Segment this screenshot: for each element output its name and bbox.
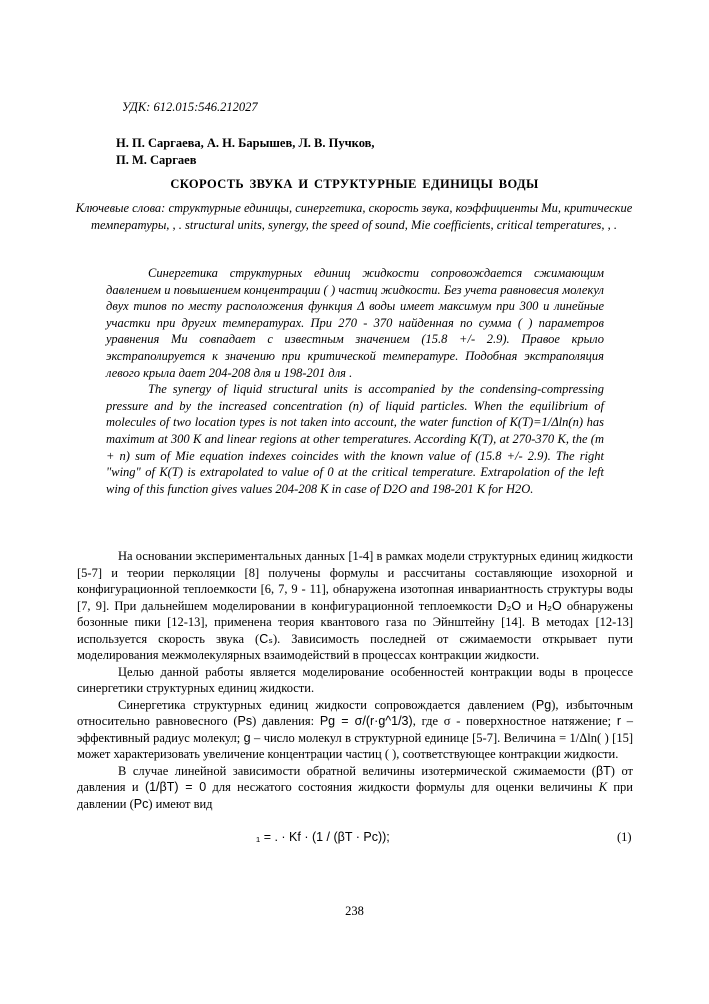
p3-text-f: – число молекул в структурной единице [5-7]. Величина = 1/Δln( ) [15] может характеризовать увеличение концентрации частиц ( ), соответствующее контракции жидкости. [77,730,633,761]
p4-text-e: ) имеют вид [148,796,213,811]
g-symbol: g [243,730,251,745]
ps-symbol: Ps [237,714,253,728]
compressibility-condition: (1/βT) = 0 [144,780,207,794]
pc-symbol: Pc [133,796,149,811]
abstract-russian: Синергетика структурных единиц жидкости сопровождается сжимающим давлением и повышением концентрации ( ) частиц жидкости. Без учета равновесия молекул двух типов по месту расположения функция Δ воды имеет максимум при 300 и линейные участки при других температурах. При 270 - 370 найденная по сумма ( ) параметров уравнения Ми совпадает с известным значением (15.8 +/- 2.9). Правое крыло экстраполируется к значению при критической температуре. Подобная экстраполяция левого крыла дает 204-208 для и 198-201 для . [106,266,604,380]
abstract [106,265,604,497]
page-number: 238 [345,904,364,918]
p1-text-a: На основании экспериментальных данных [1-4] в рамках модели структурных единиц жидкости [5-7] и теории перколяции [8] получены формулы и рассчитаны составляющие изохорной и конфигурационной теплоемкости [6, 7, 9 - 11], обнаружена изотопная инвариантность структуры воды [7, 9]. При дальнейшем моделировании в конфигурационной теплоемкости [77,549,633,613]
body-paragraph-1 [77,548,633,664]
p1-text-d: ). Зависимость последней от сжимаемости открывает пути моделирования межмолекулярных взаимодействий в процессах контракции жидкости. [77,631,633,662]
p4-text-c: для несжатого состояния жидкости формулы для оценки величины [206,780,599,794]
author-line-2: П. М. Саргаев [116,153,197,167]
keywords: Ключевые слова: структурные единицы, синергетика, скорость звука, коэффициенты Ми, критические температуры, , . structural units, synergy, the speed of sound, Mie coefficients, critical temperatures, , . [75,201,633,232]
p4-text-b: ) от давления и [77,763,633,794]
equation-number: (1) [617,830,632,844]
article-title: СКОРОСТЬ ЗВУКА И СТРУКТУРНЫЕ ЕДИНИЦЫ ВОДЫ [170,177,539,191]
pressure-equation: Pg = σ/(r·g^1/3) [319,714,413,728]
p3-text-b: ), избыточным относительно равновесного ( [77,697,633,728]
author-line-1: Н. П. Саргаева, А. Н. Барышев, Л. В. Пучков, [116,136,375,150]
d2o-formula: D₂O [497,598,522,613]
p1-text-b: и [521,598,539,613]
body-paragraph-4 [77,763,633,813]
abstract-english: The synergy of liquid structural units is accompanied by the condensing-compressing pressure and by the increased concentration (n) of liquid particles. When the equilibrium of molecules of two location types is not taken into account, the water function of K(T)=1/Δln(n) has maximum at 300 K and linear regions at other temperatures. According K(T), at 270-370 K, the (m + n) sum of Mie equation indexes coincides with the known value of (15.8 +/- 2.9). The right "wing" of K(T) is extrapolated to value of 0 at the critical temperature. Extrapolation of the left wing of this function gives values 204-208 K in case of D2O and 198-201 K for H2O. [106,382,604,496]
p4-text-d: при давлении ( [77,780,634,811]
body-paragraph-2: Целью данной работы является моделирование особенностей контракции воды в процессе синергетики структурных единиц жидкости. [77,664,633,695]
p3-text-e: – эффективный радиус молекул; [77,714,633,745]
p3-text-a: Синергетика структурных единиц жидкости сопровождается давлением ( [118,697,536,712]
udk-code: УДК: 612.015:546.212027 [122,100,258,114]
body-paragraph-3 [77,697,633,763]
pg-symbol: Pg [535,697,552,712]
k-symbol: K [598,780,608,794]
p1-text-c: обнаружены бозонные пики [12-13], применена теория квантового газа по Эйнштейну [14]. В методах [12-13] используется скорость звука ( [77,598,633,646]
r-symbol: r [616,714,621,728]
p3-text-c: ) давления: [252,714,320,728]
equation-1: ₁ = . · Kf · (1 / (βT · Pc)); [256,830,390,844]
h2o-formula: H₂O [538,598,562,613]
article-body [77,548,633,812]
author-list [116,135,375,169]
p4-text-a: В случае линейной зависимости обратной величины изотермической сжимаемости ( [118,763,596,778]
beta-t-symbol: βT [595,763,611,778]
p3-text-d: , где σ - поверхностное натяжение; [412,714,617,728]
cs-symbol: Cₛ [259,631,273,646]
